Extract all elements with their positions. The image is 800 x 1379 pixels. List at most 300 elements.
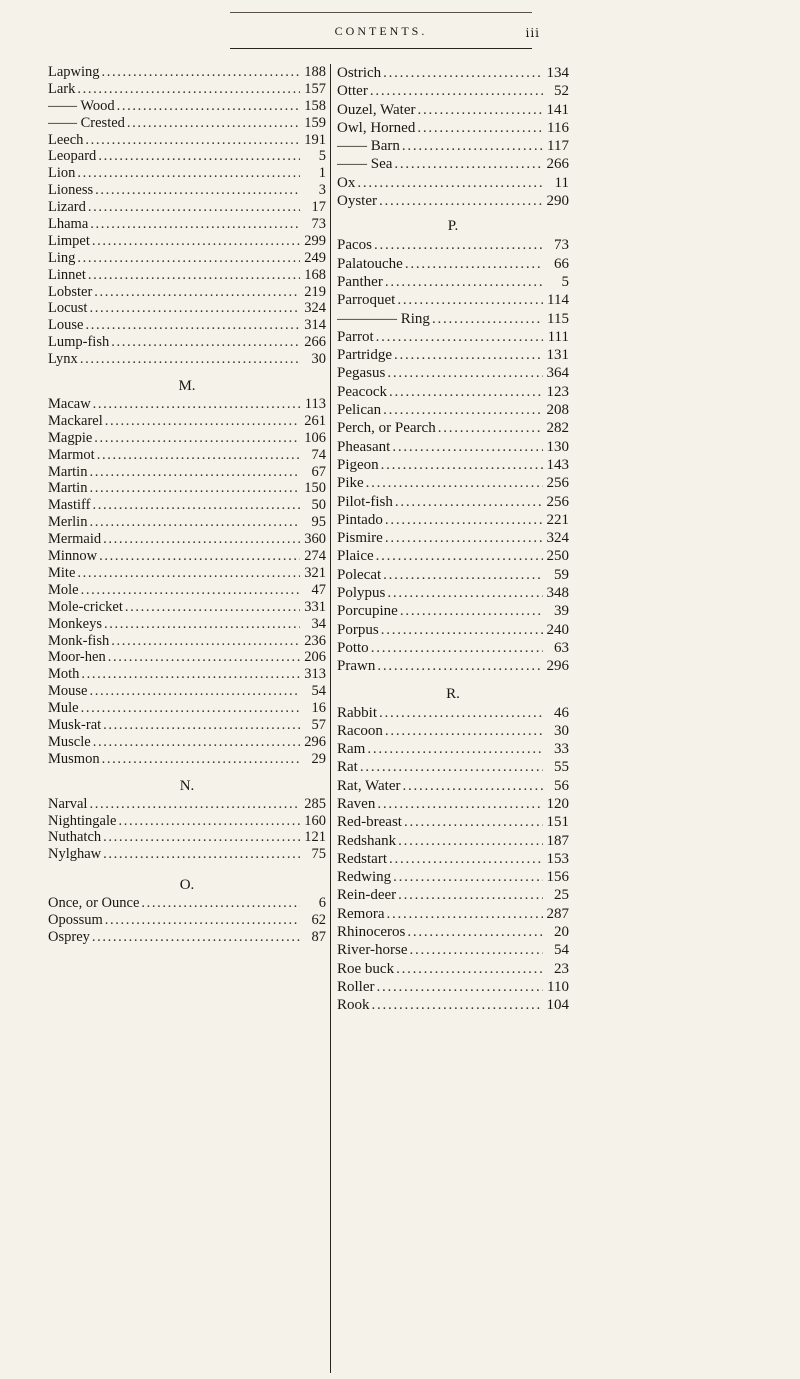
entry-page-number: 111 [547, 328, 569, 345]
group-l [48, 64, 326, 368]
entry-name: Red-breast [337, 814, 402, 831]
group-o-continued [337, 64, 569, 210]
entry-page-number: 314 [304, 317, 326, 334]
entry-name: Otter [337, 83, 368, 100]
entry-name: River-horse [337, 942, 408, 959]
index-entry [337, 978, 569, 996]
dot-leader [371, 639, 543, 657]
dot-leader [111, 334, 300, 351]
index-entry [337, 886, 569, 904]
entry-name: Prawn [337, 658, 376, 675]
entry-name: Lioness [48, 182, 94, 199]
entry-page-number: 299 [304, 232, 326, 249]
dot-leader [366, 474, 543, 492]
entry-page-number: 50 [311, 497, 326, 514]
dot-leader [94, 430, 300, 447]
entry-page-number: 240 [546, 621, 569, 638]
entry-name: Redshank [337, 832, 397, 849]
dot-leader [77, 165, 300, 182]
dot-leader [397, 291, 543, 309]
dot-leader [379, 704, 543, 722]
index-entry [48, 599, 326, 616]
entry-name: Partridge [337, 347, 392, 364]
entry-page-number: 187 [546, 832, 569, 849]
entry-page-number: 331 [304, 598, 326, 615]
entry-page-number: 74 [311, 446, 326, 463]
index-entry [48, 317, 326, 334]
entry-name: Moth [48, 666, 80, 683]
index-entry [337, 832, 569, 850]
dot-leader [377, 795, 543, 813]
index-entry [48, 413, 326, 430]
index-entry [48, 683, 326, 700]
entry-name: Potto [337, 639, 369, 656]
dot-leader [89, 514, 300, 531]
entry-page-number: 160 [304, 812, 326, 829]
dot-leader [103, 531, 300, 548]
entry-name: Panther [337, 273, 383, 290]
dot-leader [360, 758, 543, 776]
entry-name: Mouse [48, 683, 88, 700]
index-entry [337, 621, 569, 639]
section-heading-o: O. [179, 877, 195, 894]
dot-leader [383, 401, 543, 419]
dot-leader [398, 886, 543, 904]
entry-name: Pigeon [337, 456, 379, 473]
entry-page-number: 188 [304, 64, 326, 80]
entry-name: Locust [48, 300, 88, 317]
dot-leader [379, 192, 543, 210]
entry-page-number: 113 [304, 396, 326, 413]
section-heading-m: M. [178, 378, 196, 395]
entry-page-number: 134 [546, 65, 569, 81]
dot-leader [127, 115, 300, 132]
entry-name: Leech [48, 131, 84, 148]
entry-name: Leopard [48, 148, 97, 165]
index-entry [48, 334, 326, 351]
entry-name: Perch, or Pearch [337, 420, 436, 437]
index-entry [48, 430, 326, 447]
entry-name: Polecat [337, 566, 382, 583]
dot-leader [93, 396, 300, 413]
entry-page-number: 143 [546, 456, 569, 473]
dot-leader [80, 351, 300, 368]
entry-page-number: 6 [318, 895, 326, 912]
index-entry [48, 895, 326, 912]
index-entry [48, 649, 326, 666]
dot-leader [88, 199, 300, 216]
entry-name: Musmon [48, 750, 100, 767]
dot-leader [111, 633, 300, 650]
dot-leader [398, 832, 543, 850]
index-entry [337, 310, 569, 328]
entry-page-number: 34 [311, 615, 326, 632]
right-column [330, 64, 569, 1373]
entry-page-number: 266 [304, 334, 326, 351]
index-entry [48, 829, 326, 846]
dot-leader [383, 566, 543, 584]
dot-leader [118, 813, 300, 830]
dot-leader [405, 255, 543, 273]
dot-leader [389, 383, 543, 401]
entry-page-number: 23 [554, 960, 569, 977]
entry-page-number: 141 [546, 101, 569, 118]
dot-leader [381, 456, 543, 474]
entry-name: Lhama [48, 216, 89, 233]
entry-name: Ostrich [337, 65, 382, 81]
index-entry [48, 165, 326, 182]
index-entry [48, 751, 326, 768]
index-entry [337, 996, 569, 1014]
entry-name: Macaw [48, 396, 91, 413]
index-entry [48, 846, 326, 863]
dot-leader [376, 328, 543, 346]
entry-page-number: 348 [546, 585, 569, 602]
dot-leader [81, 582, 300, 599]
entry-name: Mackarel [48, 412, 103, 429]
index-entry [48, 267, 326, 284]
index-entry [48, 514, 326, 531]
entry-page-number: 54 [311, 683, 326, 700]
dot-leader [403, 777, 544, 795]
index-entry [337, 777, 569, 795]
dot-leader [92, 497, 300, 514]
dot-leader [410, 941, 543, 959]
index-entry [48, 396, 326, 413]
running-head [230, 20, 540, 49]
entry-name: —— Crested [48, 114, 125, 131]
entry-name: Pike [337, 475, 364, 492]
index-entry [48, 796, 326, 813]
index-entry [337, 419, 569, 437]
entry-page-number: 46 [554, 704, 569, 721]
dot-leader [417, 119, 543, 137]
entry-name: Owl, Horned [337, 119, 416, 136]
dot-leader [376, 547, 543, 565]
entry-page-number: 3 [318, 182, 326, 199]
dot-leader [389, 850, 543, 868]
entry-page-number: 59 [554, 566, 569, 583]
entry-page-number: 324 [304, 300, 326, 317]
entry-page-number: 159 [304, 114, 326, 131]
entry-page-number: 296 [304, 733, 326, 750]
group-o [48, 895, 326, 946]
page-title: CONTENTS. [334, 24, 428, 38]
index-entry [337, 813, 569, 831]
index-entry [337, 401, 569, 419]
index-entry [337, 174, 569, 192]
entry-name: Pheasant [337, 438, 391, 455]
entry-page-number: 55 [554, 759, 569, 776]
dot-leader [93, 734, 300, 751]
dot-leader [98, 148, 300, 165]
dot-leader [387, 584, 543, 602]
index-entry [48, 666, 326, 683]
entry-name: Nightingale [48, 812, 117, 829]
dot-leader [381, 621, 543, 639]
index-entry [48, 700, 326, 717]
entry-name: Magpie [48, 429, 93, 446]
entry-name: Lion [48, 165, 76, 182]
dot-leader [103, 846, 300, 863]
entry-name: Lynx [48, 351, 78, 368]
entry-page-number: 110 [547, 978, 569, 995]
index-entry [337, 137, 569, 155]
dot-leader [383, 64, 543, 82]
entry-name: —— Sea [337, 156, 393, 173]
entry-name: Moor-hen [48, 649, 106, 666]
dot-leader [386, 905, 543, 923]
dot-leader [394, 155, 543, 173]
entry-page-number: 5 [561, 273, 569, 290]
dot-leader [103, 829, 300, 846]
index-entry [48, 300, 326, 317]
dot-leader [108, 649, 300, 666]
entry-name: Monk-fish [48, 632, 110, 649]
dot-leader [377, 657, 543, 675]
dot-leader [385, 273, 543, 291]
entry-page-number: 206 [304, 649, 326, 666]
index-entry [48, 115, 326, 132]
entry-page-number: 158 [304, 97, 326, 114]
entry-page-number: 151 [546, 814, 569, 831]
dot-leader [372, 996, 543, 1014]
group-r [337, 704, 569, 1015]
entry-page-number: 287 [546, 905, 569, 922]
entry-name: Nylghaw [48, 846, 102, 863]
entry-name: Roller [337, 978, 375, 995]
section-heading-p: P. [447, 218, 459, 235]
index-entry [337, 119, 569, 137]
entry-page-number: 324 [546, 530, 569, 547]
entry-page-number: 16 [311, 700, 326, 717]
entry-page-number: 156 [546, 869, 569, 886]
entry-page-number: 221 [546, 511, 569, 528]
entry-name: Pintado [337, 511, 383, 528]
entry-name: Musk-rat [48, 716, 102, 733]
dot-leader [92, 233, 300, 250]
entry-page-number: 73 [554, 237, 569, 254]
index-entry [337, 346, 569, 364]
dot-leader [385, 529, 543, 547]
entry-name: Porpus [337, 621, 379, 638]
entry-page-number: 313 [304, 666, 326, 683]
entry-page-number: 30 [311, 351, 326, 368]
top-rule [230, 12, 532, 13]
entry-name: Remora [337, 905, 385, 922]
dot-leader [402, 137, 543, 155]
dot-leader [94, 284, 300, 301]
entry-name: Once, or Ounce [48, 895, 140, 912]
entry-page-number: 261 [304, 412, 326, 429]
entry-page-number: 120 [546, 795, 569, 812]
index-entry [337, 82, 569, 100]
entry-name: Linnet [48, 266, 86, 283]
index-entry [48, 132, 326, 149]
entry-name: Pegasus [337, 365, 386, 382]
entry-name: Rhinoceros [337, 924, 406, 941]
index-entry [337, 960, 569, 978]
entry-name: Rabbit [337, 704, 377, 721]
entry-name: Osprey [48, 928, 90, 945]
entry-name: Rook [337, 997, 370, 1014]
entry-page-number: 87 [311, 928, 326, 945]
group-p [337, 236, 569, 675]
dot-leader [404, 813, 543, 831]
entry-page-number: 121 [304, 829, 326, 846]
entry-page-number: 33 [554, 741, 569, 758]
entry-name: ———— Ring [337, 310, 430, 327]
entry-page-number: 114 [547, 292, 569, 309]
entry-name: Plaice [337, 548, 374, 565]
index-entry [337, 255, 569, 273]
entry-page-number: 104 [546, 997, 569, 1014]
index-entry [48, 548, 326, 565]
entry-page-number: 17 [311, 199, 326, 216]
entry-name: Lobster [48, 283, 93, 300]
entry-page-number: 191 [304, 131, 326, 148]
index-entry [337, 328, 569, 346]
index-entry [48, 250, 326, 267]
entry-name: Ouzel, Water [337, 101, 416, 118]
entry-name: Ram [337, 741, 366, 758]
dot-leader [400, 602, 543, 620]
left-column [48, 64, 326, 1373]
index-entry [337, 364, 569, 382]
index-entry [337, 795, 569, 813]
entry-page-number: 130 [546, 438, 569, 455]
index-entry [48, 81, 326, 98]
dot-leader [99, 548, 300, 565]
entry-name: Redstart [337, 850, 387, 867]
index-entry [337, 438, 569, 456]
dot-leader [77, 81, 300, 98]
index-entry [48, 497, 326, 514]
entry-name: —— Wood [48, 97, 115, 114]
index-entry [48, 717, 326, 734]
entry-name: —— Barn [337, 138, 400, 155]
dot-leader [141, 895, 300, 912]
index-entry [48, 565, 326, 582]
index-entry [48, 98, 326, 115]
dot-leader [90, 216, 300, 233]
index-entry [337, 868, 569, 886]
entry-page-number: 63 [554, 639, 569, 656]
index-entry [337, 273, 569, 291]
dot-leader [89, 683, 300, 700]
dot-leader [97, 447, 300, 464]
index-entry [337, 64, 569, 82]
index-entry [337, 101, 569, 119]
index-entry [337, 850, 569, 868]
dot-leader [392, 438, 543, 456]
entry-name: Pilot-fish [337, 493, 393, 510]
index-entry [337, 291, 569, 309]
entry-page-number: 249 [304, 249, 326, 266]
index-entry [48, 734, 326, 751]
entry-name: Opossum [48, 912, 103, 929]
dot-leader [367, 740, 543, 758]
entry-name: Redwing [337, 869, 392, 886]
dot-leader [102, 64, 300, 81]
index-entry [48, 813, 326, 830]
entry-page-number: 360 [304, 531, 326, 548]
dot-leader [77, 250, 300, 267]
entry-name: Louse [48, 317, 84, 334]
dot-leader [89, 300, 300, 317]
entry-name: Mule [48, 700, 79, 717]
index-entry [48, 148, 326, 165]
entry-name: Monkeys [48, 615, 102, 632]
entry-name: Merlin [48, 514, 88, 531]
dot-leader [105, 413, 300, 430]
index-entry [48, 233, 326, 250]
entry-name: Parrot [337, 328, 374, 345]
entry-page-number: 123 [546, 383, 569, 400]
entry-page-number: 95 [311, 514, 326, 531]
index-entry [337, 740, 569, 758]
index-entry [337, 923, 569, 941]
index-entry [337, 639, 569, 657]
entry-page-number: 117 [547, 138, 569, 155]
entry-name: Ox [337, 174, 356, 191]
dot-leader [89, 464, 300, 481]
entry-name: Minnow [48, 548, 98, 565]
dot-leader [125, 599, 300, 616]
dot-leader [88, 267, 300, 284]
dot-leader [92, 929, 300, 946]
index-entry [337, 474, 569, 492]
index-entry [337, 511, 569, 529]
dot-leader [81, 666, 300, 683]
dot-leader [85, 132, 300, 149]
entry-name: Rein-deer [337, 887, 397, 904]
index-entry [337, 722, 569, 740]
entry-name: Raven [337, 795, 376, 812]
index-entry [48, 531, 326, 548]
entry-name: Martin [48, 463, 88, 480]
entry-page-number: 208 [546, 402, 569, 419]
entry-name: Peacock [337, 383, 387, 400]
entry-page-number: 157 [304, 80, 326, 97]
dot-leader [432, 310, 543, 328]
dot-leader [370, 82, 543, 100]
entry-name: Lizard [48, 199, 86, 216]
entry-name: Rat [337, 759, 358, 776]
index-entry [48, 64, 326, 81]
entry-page-number: 106 [304, 429, 326, 446]
index-entry [48, 284, 326, 301]
index-entry [337, 704, 569, 722]
entry-page-number: 274 [304, 548, 326, 565]
dot-leader [104, 616, 300, 633]
dot-leader [438, 419, 543, 437]
entry-page-number: 236 [304, 632, 326, 649]
entry-page-number: 364 [546, 365, 569, 382]
entry-name: Ling [48, 249, 76, 266]
dot-leader [393, 868, 543, 886]
entry-page-number: 73 [311, 216, 326, 233]
entry-name: Nuthatch [48, 829, 102, 846]
index-entry [337, 192, 569, 210]
entry-page-number: 266 [546, 156, 569, 173]
entry-name: Marmot [48, 446, 95, 463]
entry-page-number: 25 [554, 887, 569, 904]
entry-name: Racoon [337, 722, 383, 739]
entry-name: Polypus [337, 585, 386, 602]
index-entry [337, 905, 569, 923]
entry-page-number: 57 [311, 716, 326, 733]
